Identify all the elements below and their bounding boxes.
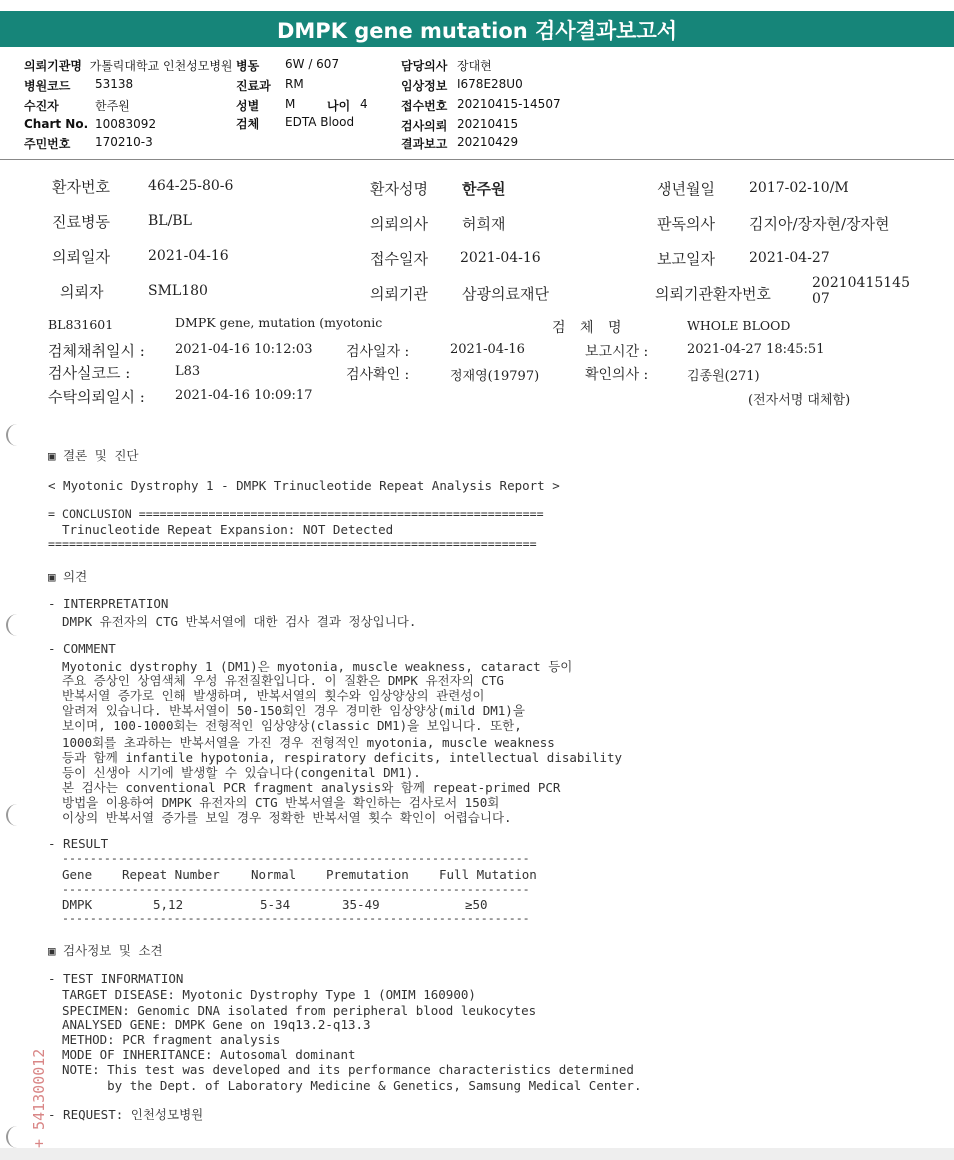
field-value: BL/BL	[148, 213, 192, 229]
testdate-label: 검사일자 :	[346, 344, 410, 360]
punch-mark	[6, 804, 24, 826]
result-col-gene: Gene	[62, 867, 93, 882]
esign-note: (전자서명 대체함)	[748, 393, 851, 408]
punch-mark	[6, 424, 24, 446]
comment-line: 보이며, 100-1000회는 전형적인 임상양상(classic DM1)을 보입니다. 또한,	[62, 718, 522, 733]
consign-label: 수탁의뢰일시 :	[48, 388, 145, 406]
request-line: - REQUEST: 인천성모병원	[48, 1107, 204, 1122]
section-testinfo: ▣ 검사정보 및 소견	[48, 943, 163, 958]
header-label: 의뢰기관명	[24, 59, 82, 73]
comment-line: 등과 함께 infantile hypotonia, respiratory deficits, intellectual disability	[62, 750, 623, 765]
field-label: 의뢰기관	[370, 285, 428, 303]
testinfo-line: NOTE: This test was developed and its performance characteristics determined	[62, 1062, 634, 1077]
testinfo-line: by the Dept. of Laboratory Medicine & Genetics, Samsung Medical Center.	[62, 1078, 642, 1093]
testinfo-line: SPECIMEN: Genomic DNA isolated from peripheral blood leukocytes	[62, 1003, 537, 1018]
result-premutation: 35-49	[342, 897, 380, 912]
header-label: 병원코드	[24, 79, 71, 93]
collect-label: 검체채취일시 :	[48, 342, 145, 360]
hospital-row	[24, 57, 233, 74]
conclusion-text: Trinucleotide Repeat Expansion: NOT Detected	[62, 522, 394, 537]
comment-line: 반복서열 증가로 인해 발생하며, 반복서열의 횟수와 임상양상의 관련성이	[62, 688, 485, 703]
header-label: 나이	[327, 99, 351, 113]
result-repeat: 5,12	[153, 897, 184, 912]
header-divider	[0, 159, 954, 160]
field-value: SML180	[148, 283, 208, 299]
testinfo-line: ANALYSED GENE: DMPK Gene on 19q13.2-q13.3	[62, 1017, 371, 1032]
section-opinion: ▣ 의견	[48, 569, 88, 584]
result-col-full: Full Mutation	[439, 867, 537, 882]
header-value: 170210-3	[95, 135, 153, 149]
header-label: 담당의사	[401, 59, 448, 73]
field-label: 환자성명	[370, 180, 428, 198]
comment-line: Myotonic dystrophy 1 (DM1)은 myotonia, muscle weakness, cataract 등이	[62, 659, 573, 674]
result-normal: 5-34	[260, 897, 291, 912]
header-label: 임상정보	[401, 79, 448, 93]
result-full: ≥50	[465, 897, 488, 912]
field-label: 의뢰자	[60, 283, 104, 301]
field-value: 한주원	[462, 180, 506, 198]
specimen-value: WHOLE BLOOD	[687, 318, 791, 333]
comment-line: 주요 증상인 상염색체 우성 유전질환입니다. 이 질환은 DMPK 유전자의 CTG	[62, 673, 504, 688]
reporttime-value: 2021-04-27 18:45:51	[687, 342, 825, 357]
interpretation-text: DMPK 유전자의 CTG 반복서열에 대한 검사 결과 정상입니다.	[62, 614, 417, 629]
comment-line: 방법을 이용하여 DMPK 유전자의 CTG 반복서열을 확인하는 검사로서 150회	[62, 795, 500, 810]
header-value: I678E28U0	[457, 77, 523, 91]
field-label: 의뢰일자	[52, 248, 110, 266]
header-label: 수진자	[24, 99, 59, 113]
comment-head: - COMMENT	[48, 641, 116, 656]
field-value: 2021041514507	[812, 275, 910, 307]
reporttime-label: 보고시간 :	[585, 344, 649, 360]
report-title: DMPK gene mutation 검사결과보고서	[276, 19, 678, 43]
testinfo-line: MODE OF INHERITANCE: Autosomal dominant	[62, 1047, 356, 1062]
conclusion-rule: ======================================================================	[48, 537, 537, 551]
header-label: 검체	[236, 117, 260, 131]
side-barcode-number: + 541300012	[30, 1048, 48, 1148]
header-value: 4	[360, 97, 368, 111]
testinfo-line: TARGET DISEASE: Myotonic Dystrophy Type 1 (OMIM 160900)	[62, 987, 476, 1002]
header-value: EDTA Blood	[285, 115, 355, 129]
header-value: 한주원	[95, 99, 130, 113]
testinfo-line: METHOD: PCR fragment analysis	[62, 1032, 281, 1047]
field-value: 2021-04-16	[460, 250, 541, 266]
header-value: M	[285, 97, 296, 111]
section-conclusion: ▣ 결론 및 진단	[48, 448, 139, 463]
comment-line: 이상의 반복서열 증가를 보일 경우 정확한 반복서열 횟수 확인이 어렵습니다.	[62, 810, 512, 825]
field-value: 삼광의료재단	[462, 285, 549, 303]
field-value: 2021-04-27	[749, 250, 830, 266]
header-value: 가톨릭대학교 인천성모병원	[89, 59, 233, 73]
lab-value: L83	[175, 364, 201, 379]
collect-value: 2021-04-16 10:12:03	[175, 342, 313, 357]
result-col-normal: Normal	[251, 867, 297, 882]
field-label: 의뢰의사	[370, 215, 428, 233]
doctor-label: 확인의사 :	[585, 367, 649, 383]
bottom-edge	[0, 1148, 954, 1160]
comment-line: 1000회를 초과하는 반복서열을 가진 경우 전형적인 myotonia, muscle weakness	[62, 735, 555, 750]
test-name: DMPK gene, mutation (myotonic	[175, 315, 383, 330]
result-gene: DMPK	[62, 897, 93, 912]
header-label: 병동	[236, 59, 260, 73]
comment-line: 등이 신생아 시기에 발생할 수 있습니다(congenital DM1).	[62, 765, 421, 780]
header-value: 20210415	[457, 117, 519, 131]
header-value: 20210415-14507	[457, 97, 561, 111]
field-value: 464-25-80-6	[148, 178, 234, 194]
field-label: 의뢰기관환자번호	[655, 285, 771, 303]
header-value: 6W / 607	[285, 57, 340, 71]
test-code: BL831601	[48, 317, 114, 332]
interpretation-head: - INTERPRETATION	[48, 596, 169, 611]
report-title-bar	[0, 11, 954, 47]
header-label: 주민번호	[24, 137, 71, 151]
result-rule: -------------------------------------------------------------------	[62, 851, 530, 865]
doctor-value: 김종원(271)	[687, 369, 760, 384]
field-label: 접수일자	[370, 250, 428, 268]
field-value: 2017-02-10/M	[749, 180, 849, 196]
header-label: 진료과	[236, 79, 271, 93]
comment-line: 본 검사는 conventional PCR fragment analysis와 함께 repeat-primed PCR	[62, 780, 561, 795]
header-label: 결과보고	[401, 137, 448, 151]
punch-mark	[6, 614, 24, 636]
punch-mark	[6, 1126, 24, 1148]
comment-line: 알려져 있습니다. 반복서열이 50-150회인 경우 경미한 임상양상(mild DM1)을	[62, 703, 525, 718]
header-value: 53138	[95, 77, 134, 91]
field-value: 2021-04-16	[148, 248, 229, 264]
field-label: 진료병동	[52, 213, 110, 231]
header-label: 성별	[236, 99, 260, 113]
field-label: 보고일자	[657, 250, 715, 268]
header-value: RM	[285, 77, 304, 91]
header-value: 장대현	[457, 59, 492, 73]
header-label: 검사의뢰	[401, 119, 448, 133]
testdate-value: 2021-04-16	[450, 342, 525, 357]
field-label: 판독의사	[657, 215, 715, 233]
testinfo-head: - TEST INFORMATION	[48, 971, 184, 986]
result-rule: -------------------------------------------------------------------	[62, 882, 530, 896]
report-subtitle: < Myotonic Dystrophy 1 - DMPK Trinucleotide Repeat Analysis Report >	[48, 478, 560, 493]
result-col-repeat: Repeat Number	[122, 867, 220, 882]
header-label: 접수번호	[401, 99, 448, 113]
lab-label: 검사실코드 :	[48, 364, 131, 382]
field-label: 환자번호	[52, 178, 110, 196]
header-label: Chart No.	[24, 117, 89, 131]
confirm-label: 검사확인 :	[346, 367, 410, 383]
header-value: 10083092	[95, 117, 157, 131]
result-rule: -------------------------------------------------------------------	[62, 911, 530, 925]
hospital-code-row	[24, 77, 70, 94]
result-head: - RESULT	[48, 836, 109, 851]
specimen-label: 검 체 명	[552, 320, 622, 336]
field-value: 허희재	[462, 215, 506, 233]
field-label: 생년월일	[657, 180, 715, 198]
header-value: 20210429	[457, 135, 519, 149]
confirm-value: 정재영(19797)	[450, 369, 540, 384]
result-col-premutation: Premutation	[326, 867, 409, 882]
field-value: 김지아/장자현/장자현	[749, 215, 890, 233]
consign-value: 2021-04-16 10:09:17	[175, 388, 313, 403]
conclusion-head: = CONCLUSION ==========================================================	[48, 507, 544, 521]
